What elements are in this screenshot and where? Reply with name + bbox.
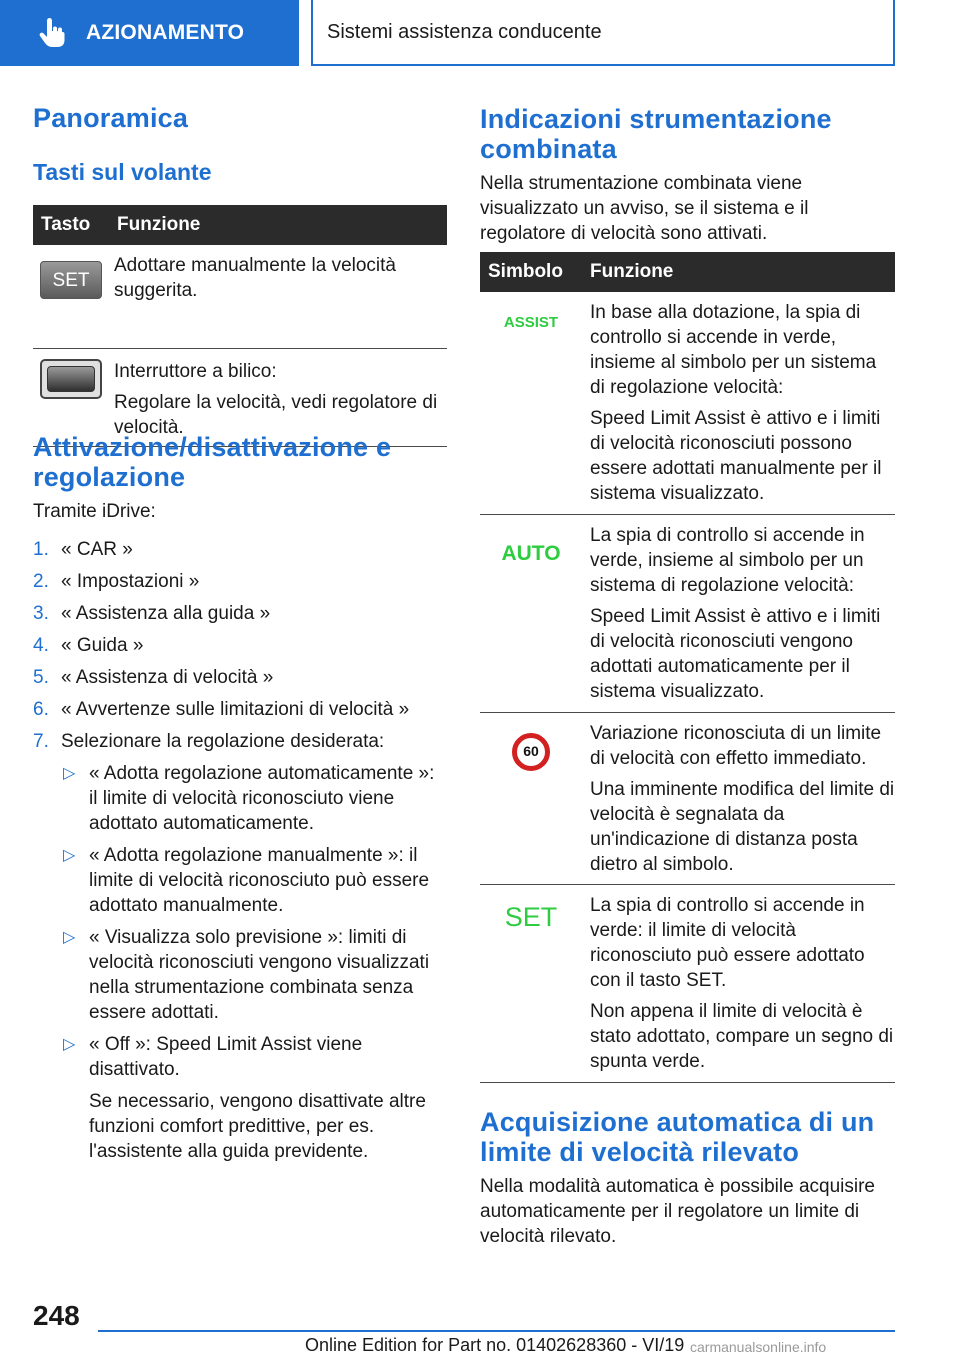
symbols-table-header — [480, 252, 895, 292]
rocker-switch-icon — [40, 359, 102, 399]
triangle-right-icon: ▷ — [63, 847, 76, 864]
auto-indicator-icon: AUTO — [501, 541, 561, 565]
column-header-key: Tasto — [33, 205, 109, 245]
hand-pointer-icon — [38, 18, 66, 48]
activation-intro: Tramite iDrive: — [33, 501, 156, 522]
step-number: 2. — [33, 571, 49, 592]
option-text: « Off »: Speed Limit Assist viene disattivato. — [89, 1034, 363, 1080]
set-key-label: SET — [52, 269, 90, 291]
step-number: 7. — [33, 731, 49, 752]
chapter-tab[interactable] — [0, 0, 299, 66]
column-header-function: Funzione — [109, 205, 447, 245]
display-intro: Nella strumentazione combinata viene visualizzato un avviso, se il sistema e il regolatore di velocità sono attivati. — [480, 173, 809, 244]
display-heading: Indicazioni strumentazione combinata — [480, 104, 832, 164]
assist-indicator-icon: ASSIST — [503, 314, 559, 331]
table-row — [480, 884, 895, 1082]
symbol-cell — [480, 514, 582, 712]
page-number: 248 — [33, 1300, 80, 1331]
options-list — [61, 761, 447, 1164]
table-row — [480, 514, 895, 712]
chapter-title: AZIONAMENTO — [86, 21, 245, 44]
function-cell — [582, 292, 895, 514]
function-text: Adottare manualmente la velocità suggerita. — [114, 255, 396, 301]
function-text: Una imminente modifica del limite di velocità è segnalata da un'indicazione di distanza posta dietro al simbolo. — [590, 778, 895, 875]
table-row — [480, 292, 895, 514]
column-header-function: Funzione — [582, 252, 895, 292]
keys-table-header — [33, 205, 447, 245]
function-text: Interruttore a bilico: — [114, 360, 277, 382]
acquisition-heading: Acquisizione automatica di un limite di velocità rilevato — [480, 1107, 875, 1167]
acquisition-text: Nella modalità automatica è possibile acquisire automaticamente per il regolatore un limite di velocità rilevato. — [480, 1176, 875, 1247]
option-text: « Adotta regolazione automaticamente »: il limite di velocità riconosciuto viene adottato automaticamente. — [89, 763, 435, 834]
steps-list — [33, 537, 447, 1171]
edition-note: Online Edition for Part no. 01402628360 - VI/19 — [305, 1335, 685, 1355]
triangle-right-icon: ▷ — [63, 1036, 76, 1053]
list-item — [61, 1032, 447, 1164]
column-header-symbol: Simbolo — [480, 252, 582, 292]
step-text: « CAR » — [61, 539, 133, 560]
option-text: « Adotta regolazione manualmente »: il limite di velocità riconosciuto può essere adottato manualmente. — [89, 845, 430, 916]
list-item — [33, 633, 447, 658]
list-item — [33, 665, 447, 690]
step-text: « Avvertenze sulle limitazioni di velocità » — [61, 699, 410, 720]
list-item — [61, 925, 447, 1025]
keys-table — [33, 205, 447, 447]
option-note: Se necessario, vengono disattivate altre funzioni comfort predittive, per es. l'assistente alla guida previdente. — [89, 1091, 426, 1162]
step-number: 6. — [33, 699, 49, 720]
symbols-table — [480, 252, 895, 1083]
list-item — [33, 569, 447, 594]
step-text: « Assistenza di velocità » — [61, 667, 274, 688]
list-item — [61, 761, 447, 836]
symbol-cell — [480, 712, 582, 884]
section-tab[interactable] — [311, 0, 895, 66]
step-number: 4. — [33, 635, 49, 656]
footer-divider — [98, 1330, 895, 1332]
list-item — [33, 537, 447, 562]
list-item — [33, 729, 447, 1164]
set-indicator-icon: SET — [504, 901, 558, 932]
function-text: Speed Limit Assist è attivo e i limiti di velocità riconosciuti vengono adottati automaticamente per il sistema visualizzato. — [590, 605, 881, 702]
step-text: « Guida » — [61, 635, 144, 656]
symbol-cell — [480, 292, 582, 514]
function-text: Regolare la velocità, vedi regolatore di velocità. — [114, 391, 438, 438]
watermark: carmanualsonline.info — [690, 1339, 827, 1355]
speed-limit-value: 60 — [523, 743, 539, 759]
symbol-cell — [480, 884, 582, 1082]
triangle-right-icon: ▷ — [63, 929, 76, 946]
function-cell — [582, 884, 895, 1082]
list-item — [33, 601, 447, 626]
overview-heading: Panoramica — [33, 103, 189, 133]
function-cell — [582, 514, 895, 712]
list-item — [33, 697, 447, 722]
list-item — [61, 843, 447, 918]
step-text: « Impostazioni » — [61, 571, 200, 592]
function-text: Variazione riconosciuta di un limite di velocità con effetto immediato. — [590, 722, 882, 769]
function-text: La spia di controllo si accende in verde, insieme al simbolo per un sistema di regolazione velocità: — [590, 524, 865, 596]
triangle-right-icon: ▷ — [63, 765, 76, 782]
function-cell — [582, 712, 895, 884]
step-text: Selezionare la regolazione desiderata: — [61, 731, 385, 752]
step-number: 1. — [33, 539, 49, 560]
step-text: « Assistenza alla guida » — [61, 603, 271, 624]
function-text: Non appena il limite di velocità è stato adottato, compare un segno di spunta verde. — [590, 1000, 894, 1072]
set-key-icon — [40, 261, 102, 299]
function-text: La spia di controllo si accende in verde: il limite di velocità riconosciuto può essere adottato con il tasto SET. — [590, 894, 865, 991]
step-number: 3. — [33, 603, 49, 624]
function-text: In base alla dotazione, la spia di controllo si accende in verde, insieme al simbolo per un sistema di regolazione velocità: — [590, 302, 877, 398]
option-text: « Visualizza solo previsione »: limiti di velocità riconosciuti vengono visualizzati nella strumentazione combinata senza essere adottati. — [89, 927, 430, 1023]
function-cell — [109, 245, 447, 348]
key-cell — [33, 245, 109, 348]
speed-limit-sign-icon — [512, 733, 550, 771]
table-row — [33, 245, 447, 348]
table-row — [480, 712, 895, 884]
steering-keys-heading: Tasti sul volante — [33, 159, 212, 185]
section-title: Sistemi assistenza conducente — [327, 20, 602, 43]
step-number: 5. — [33, 667, 49, 688]
activation-heading: Attivazione/disattivazione e regolazione — [33, 432, 392, 492]
function-text: Speed Limit Assist è attivo e i limiti di velocità riconosciuti possono essere adottati manualmente per il sistema visualizzato. — [590, 408, 882, 504]
